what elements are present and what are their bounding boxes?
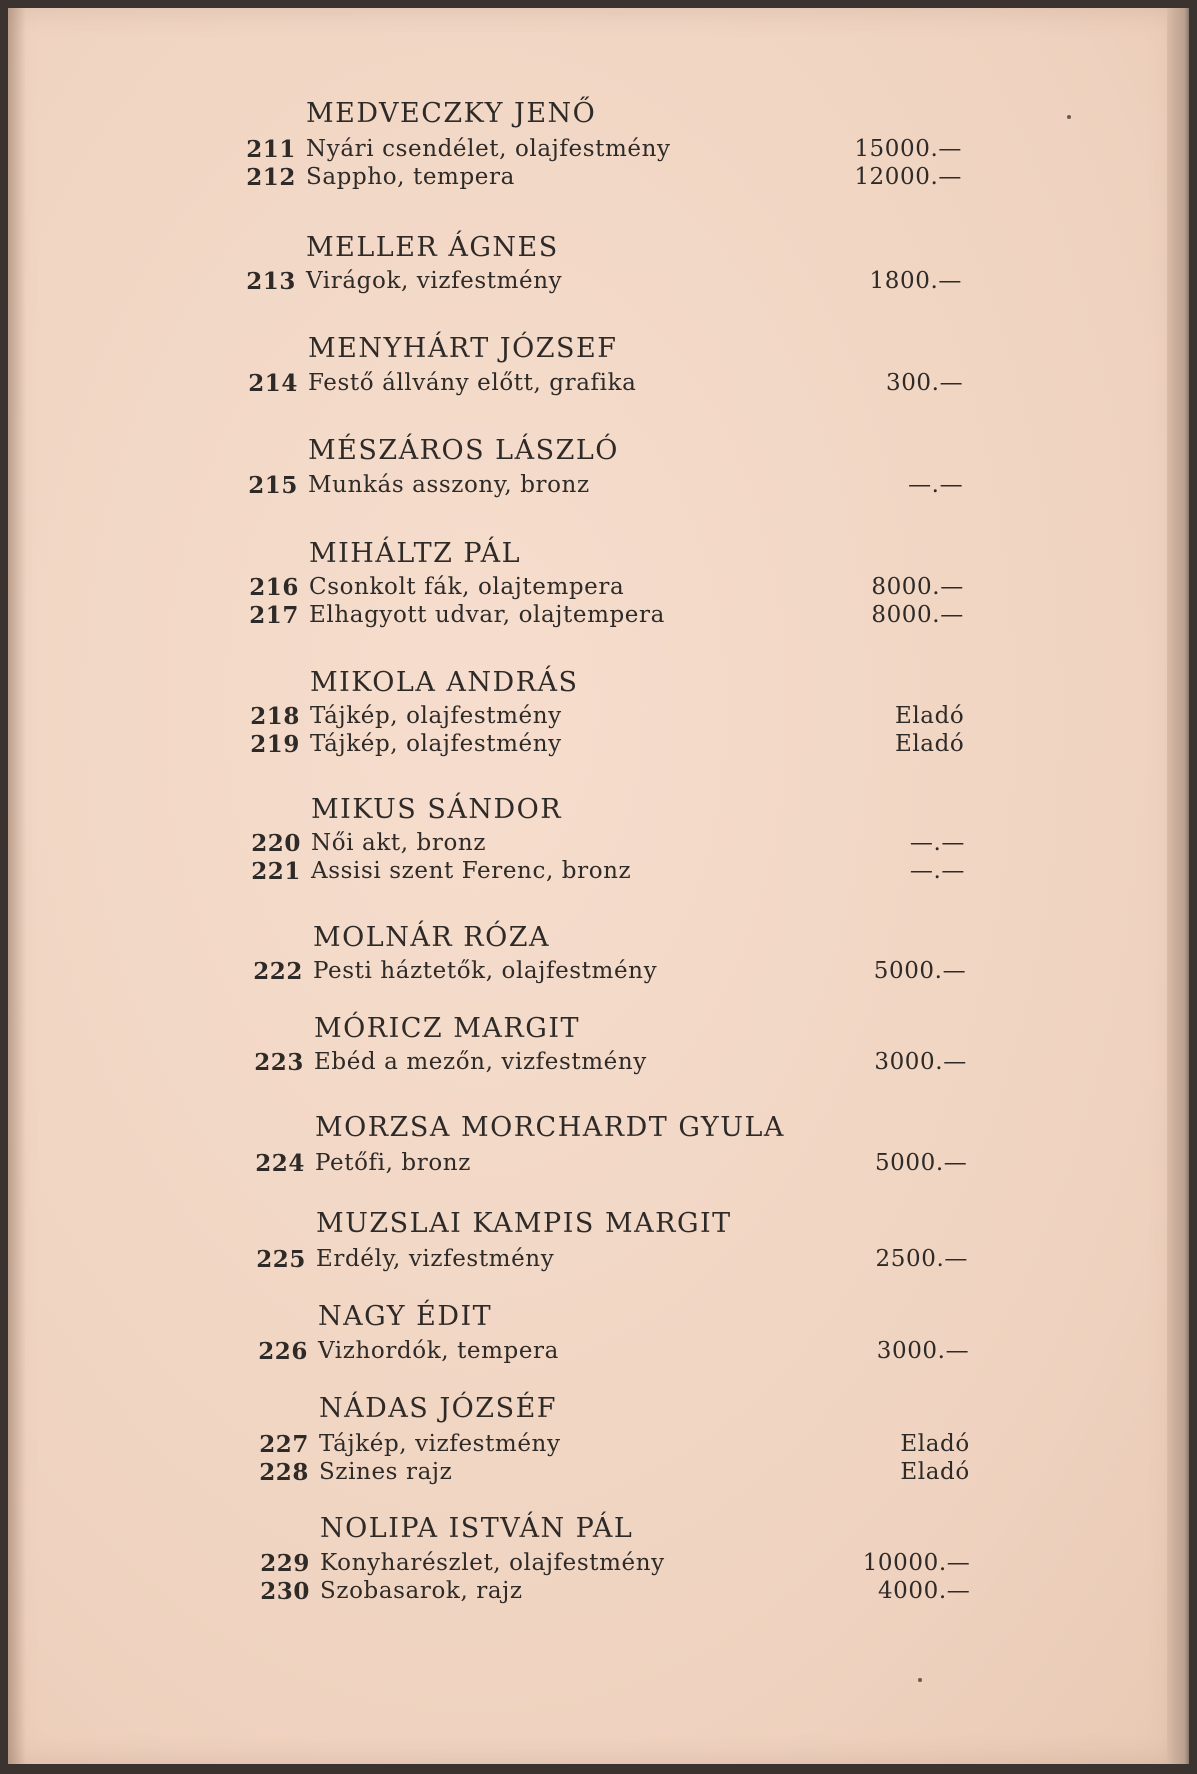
artwork-title: Virágok, vizfestmény xyxy=(306,268,563,294)
artist-name: MIHÁLTZ PÁL xyxy=(309,538,522,569)
artwork-price: 4000.— xyxy=(877,1578,971,1604)
catalog-number: 229 xyxy=(260,1550,310,1577)
artwork-title: Tájkép, vizfestmény xyxy=(319,1431,561,1457)
catalog-number: 213 xyxy=(246,268,296,295)
artwork-price: 1800.— xyxy=(869,268,962,294)
artist-name: MUZSLAI KAMPIS MARGIT xyxy=(316,1208,732,1239)
artwork-price: 8000.— xyxy=(871,574,964,600)
artist-name: MIKUS SÁNDOR xyxy=(311,794,563,825)
artist-name: MENYHÁRT JÓZSEF xyxy=(308,333,618,364)
artwork-price: 2500.— xyxy=(875,1246,968,1272)
artwork-price: 8000.— xyxy=(871,602,964,628)
artist-name: NOLIPA ISTVÁN PÁL xyxy=(320,1513,634,1544)
artwork-price: Eladó xyxy=(900,1459,970,1485)
catalog-number: 219 xyxy=(250,731,300,758)
artwork-price: —.— xyxy=(908,472,964,498)
catalog-number: 225 xyxy=(256,1246,306,1273)
artwork-title: Pesti háztetők, olajfestmény xyxy=(313,958,658,984)
artist-name: MELLER ÁGNES xyxy=(306,232,559,263)
artwork-price: Eladó xyxy=(900,1431,970,1457)
catalog-number: 220 xyxy=(251,830,301,857)
artwork-title: Tájkép, olajfestmény xyxy=(310,703,562,729)
catalog-number: 224 xyxy=(255,1150,305,1177)
catalog-number: 215 xyxy=(248,472,298,499)
catalog-number: 230 xyxy=(260,1578,310,1605)
artist-name: NÁDAS JÓZSÉF xyxy=(319,1393,558,1424)
artwork-price: Eladó xyxy=(894,731,965,757)
artwork-title: Erdély, vizfestmény xyxy=(316,1246,555,1272)
artwork-title: Csonkolt fák, olajtempera xyxy=(309,574,625,600)
artwork-title: Festő állvány előtt, grafika xyxy=(308,370,637,396)
catalog-number: 218 xyxy=(250,703,300,730)
artist-name: MÉSZÁROS LÁSZLÓ xyxy=(308,435,619,466)
artist-name: MOLNÁR RÓZA xyxy=(313,922,550,953)
artwork-title: Sappho, tempera xyxy=(306,164,515,190)
artist-name: MORZSA MORCHARDT GYULA xyxy=(315,1112,785,1143)
artwork-price: 3000.— xyxy=(874,1049,967,1075)
catalog-number: 228 xyxy=(259,1459,309,1486)
artwork-title: Ebéd a mezőn, vizfestmény xyxy=(314,1049,647,1075)
catalog-number: 223 xyxy=(254,1049,304,1076)
artwork-price: —.— xyxy=(909,830,965,856)
artwork-title: Elhagyott udvar, olajtempera xyxy=(309,602,665,628)
artist-name: NAGY ÉDIT xyxy=(318,1301,493,1332)
artwork-title: Assisi szent Ferenc, bronz xyxy=(311,858,632,884)
artwork-price: 5000.— xyxy=(873,958,967,984)
catalog-number: 221 xyxy=(251,858,301,885)
artwork-title: Tájkép, olajfestmény xyxy=(310,731,562,757)
artwork-price: 15000.— xyxy=(854,136,962,162)
artist-name: MÓRICZ MARGIT xyxy=(314,1013,580,1044)
artwork-title: Nyári csendélet, olajfestmény xyxy=(306,136,671,162)
artwork-price: —.— xyxy=(909,858,965,884)
catalog-number: 214 xyxy=(248,370,298,397)
artwork-price: 10000.— xyxy=(862,1550,971,1576)
artwork-title: Konyharészlet, olajfestmény xyxy=(320,1550,665,1576)
artwork-price: Eladó xyxy=(894,703,965,729)
artist-name: MEDVECZKY JENŐ xyxy=(306,98,597,129)
catalog-number: 216 xyxy=(249,574,299,601)
artwork-title: Női akt, bronz xyxy=(311,830,487,856)
catalog-number: 227 xyxy=(259,1431,309,1458)
artwork-title: Munkás asszony, bronz xyxy=(308,472,590,498)
artwork-title: Vizhordók, tempera xyxy=(318,1338,559,1364)
artwork-price: 300.— xyxy=(885,370,964,396)
artwork-price: 5000.— xyxy=(874,1150,968,1176)
catalog-number: 222 xyxy=(253,958,303,985)
artwork-price: 12000.— xyxy=(854,164,962,190)
catalog-number: 226 xyxy=(258,1338,308,1365)
artwork-title: Petőfi, bronz xyxy=(315,1150,471,1176)
catalog-number: 212 xyxy=(246,164,296,191)
catalog-number: 217 xyxy=(249,602,299,629)
catalog-number: 211 xyxy=(246,136,296,163)
artist-name: MIKOLA ANDRÁS xyxy=(310,667,579,698)
artwork-price: 3000.— xyxy=(876,1338,970,1364)
artwork-title: Szobasarok, rajz xyxy=(320,1578,523,1604)
artwork-title: Szines rajz xyxy=(319,1459,453,1485)
